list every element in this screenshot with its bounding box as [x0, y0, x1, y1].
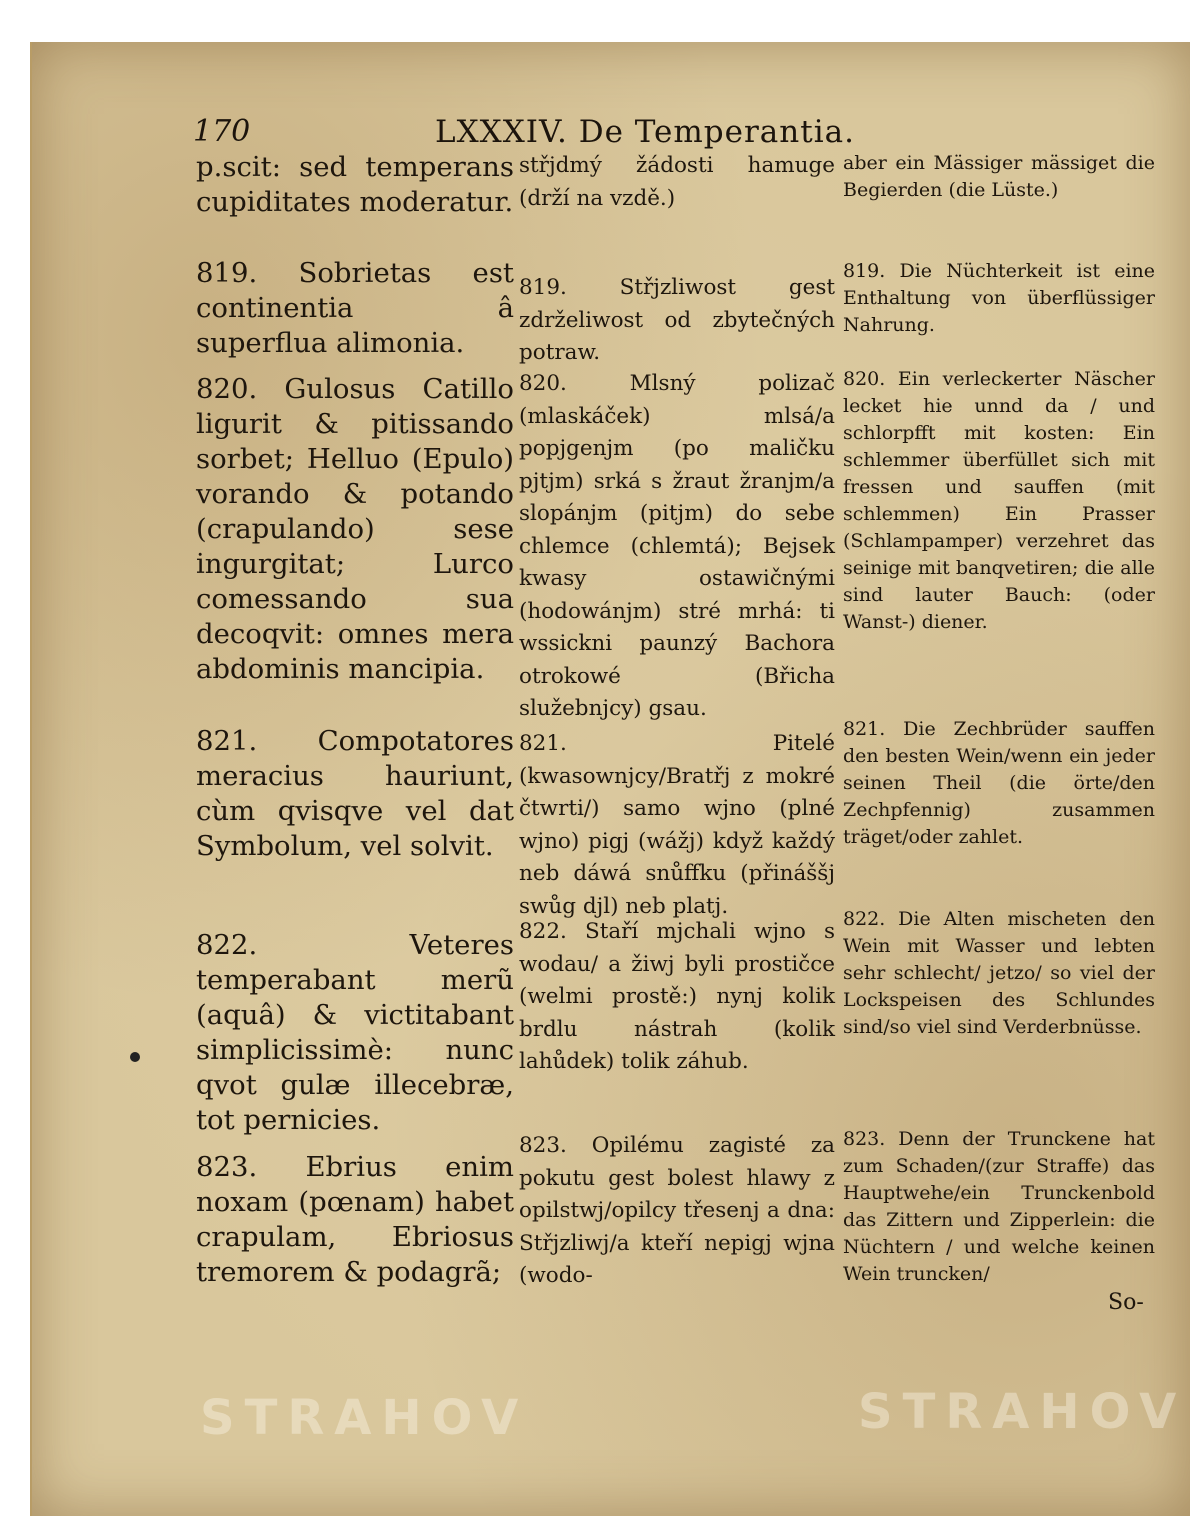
czech-entry-819: 819. Střjzliwost gest zdrželiwost od zbytečných potraw.: [519, 275, 835, 365]
german-entry-819: 819. Die Nüchterkeit ist eine Enthaltung von überflüssiger Nahrung.: [843, 260, 1155, 336]
ink-dot: [130, 1052, 140, 1062]
watermark-left: STRAHOV: [200, 1390, 529, 1446]
chapter-title: LXXXIV. De Temperantia.: [435, 114, 855, 150]
czech-entry-820: 820. Mlsný polizač (mlaskáček) mlsá/a popjgenjm (po maličku pjtjm) srká s žraut žranjm/a slopánjm (pitjm) do sebe chlemce (chlemtá); Bejsek kwasy ostawičnými (hodowánjm) stré mrhá: ti wssickni paunzý Bachora otrokowé (Břicha služebnjcy) gsau.: [519, 371, 835, 721]
german-intro: aber ein Mässiger mässiget die Begierden (die Lüste.): [843, 152, 1155, 201]
german-entry-820: 820. Ein verleckerter Näscher lecket hie unnd da / und schlorpfft mit kosten: Ein schlemmer überfüllet sich mit fressen und sauffen (mit schlemmen) Ein Prasser (Schlampamper) verzehret das seinige mit banqvetiren; die alle sind lauter Bauch: (oder Wanst-) diener.: [843, 368, 1155, 633]
latin-intro: p.scit: sed temperans cupiditates moderatur.: [196, 151, 514, 218]
czech-entry-823: 823. Opilému zagisté za pokutu gest bolest hlawy z opilstwj/opilcy třesenj a dna: Střjzliwj/a kteří nepigj wjna (wodo-: [519, 1133, 835, 1288]
latin-entry-822: 822. Veteres temperabant merũ (aquâ) & victitabant simplicissimè: nunc qvot gulæ illecebræ, tot pernicies.: [196, 929, 514, 1136]
latin-entry-820: 820. Gulosus Catillo ligurit & pitissando sorbet; Helluo (Epulo) vorando & potando (crapulando) sese ingurgitat; Lurco comessando sua decoqvit: omnes mera abdominis mancipia.: [196, 373, 514, 685]
latin-entry-821: 821. Compotatores meracius hauriunt, cùm qvisqve vel dat Symbolum, vel solvit.: [196, 725, 514, 862]
german-entry-823: 823. Denn der Trunckene hat zum Schaden/(zur Straffe) das Hauptwehe/ein Trunckenbold das Zittern und Zipperlein: die Nüchtern / und welche keinen Wein truncken/: [843, 1128, 1155, 1285]
watermark-right: STRAHOV: [858, 1384, 1187, 1440]
czech-entry-822: 822. Staří mjchali wjno s wodau/ a žiwj byli prostičce (welmi prostě:) nynj kolik brdlu nástrah (kolik lahůdek) tolik záhub.: [519, 919, 835, 1074]
page-number: 170: [193, 114, 251, 149]
german-entry-821: 821. Die Zechbrüder sauffen den besten Wein/wenn ein jeder seinen Theil (die örte/den Zechpfennig) zusammen träget/oder zahlet.: [843, 718, 1155, 848]
czech-intro: střjdmý žádosti hamuge (drží na vzdě.): [519, 153, 835, 211]
czech-entry-821: 821. Pitelé (kwasownjcy/Bratřj z mokré čtwrti/) samo wjno (plné wjno) pigj (wážj) když každý neb dáwá snůffku (přináššj swůg djl) neb platj.: [519, 731, 835, 919]
german-entry-822: 822. Die Alten mischeten den Wein mit Wasser und lebten sehr schlecht/ jetzo/ so viel der Lockspeisen des Schlundes sind/so viel sind Verderbnüsse.: [843, 908, 1155, 1038]
catchword: So-: [1108, 1290, 1144, 1315]
latin-entry-823: 823. Ebrius enim noxam (pœnam) habet crapulam, Ebriosus tremorem & podagrã;: [196, 1151, 514, 1288]
latin-entry-819: 819. Sobrietas est continentia â superflua alimonia.: [196, 257, 514, 359]
page-header: [0, 112, 1200, 152]
